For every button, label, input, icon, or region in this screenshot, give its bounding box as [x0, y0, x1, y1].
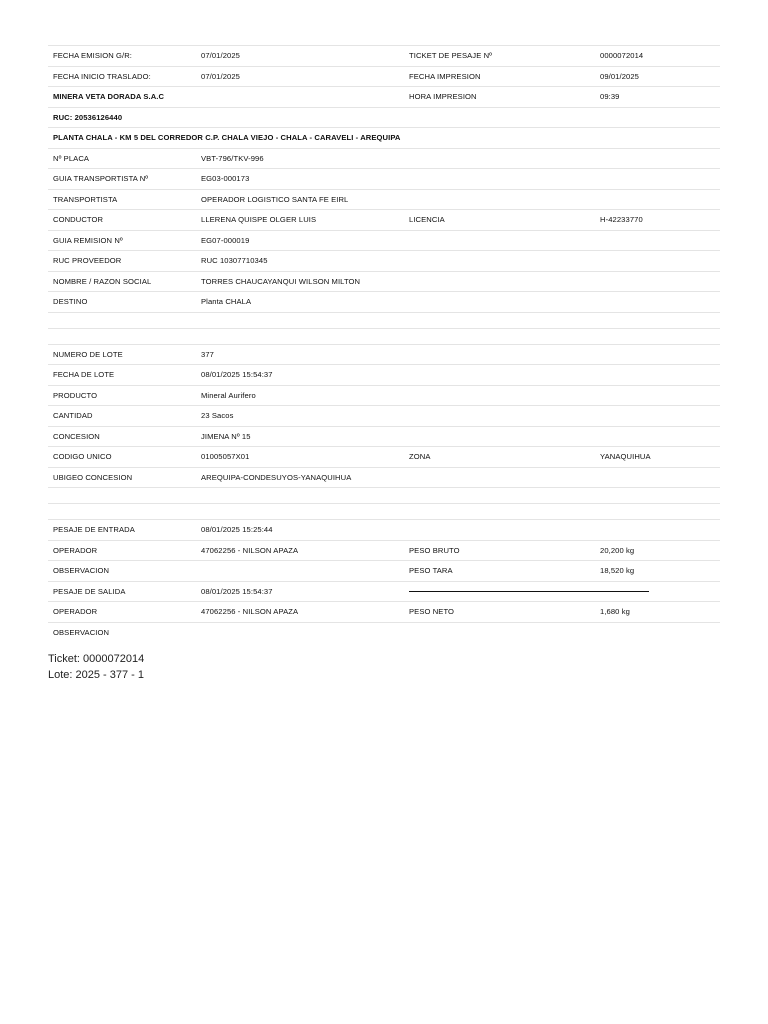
value: 08/01/2025 15:54:37	[201, 370, 273, 380]
value: YANAQUIHUA	[600, 452, 651, 462]
value: 08/01/2025 15:54:37	[201, 586, 273, 596]
label: NOMBRE / RAZON SOCIAL	[53, 276, 152, 286]
company-ruc: RUC: 20536126440	[53, 112, 123, 122]
label: OPERADOR	[53, 607, 98, 617]
subtotal-rule-cell	[409, 587, 600, 596]
company-name: MINERA VETA DORADA S.A.C	[53, 92, 165, 102]
row-producto	[48, 386, 720, 407]
row-observacion-salida	[48, 623, 720, 643]
label: GUIA TRANSPORTISTA Nº	[53, 174, 149, 184]
value: Mineral Aurifero	[201, 390, 256, 400]
row-pesaje-salida	[48, 582, 720, 603]
label: NUMERO DE LOTE	[53, 349, 123, 359]
ticket-sheet	[48, 45, 720, 642]
section-spacer	[48, 313, 720, 329]
plant-address: PLANTA CHALA - KM 5 DEL CORREDOR C.P. CHALA VIEJO - CHALA - CARAVELI - AREQUIPA	[53, 133, 401, 143]
value: 23 Sacos	[201, 411, 234, 421]
value: 09:39	[600, 92, 620, 102]
label: CODIGO UNICO	[53, 452, 112, 462]
value: JIMENA Nº 15	[201, 431, 251, 441]
value: OPERADOR LOGISTICO SANTA FE EIRL	[201, 194, 349, 204]
label: DESTINO	[53, 297, 88, 307]
footer-lote: Lote: 2025 - 377 - 1	[48, 669, 145, 681]
row-operador-entrada	[48, 541, 720, 562]
value: Planta CHALA	[201, 297, 252, 307]
value: 0000072014	[600, 51, 644, 61]
label: OBSERVACION	[53, 627, 110, 637]
label: FECHA DE LOTE	[53, 370, 115, 380]
label: PESO TARA	[409, 566, 453, 576]
row-transportista	[48, 190, 720, 211]
section-spacer	[48, 504, 720, 520]
label: UBIGEO CONCESION	[53, 472, 133, 482]
header-row-company	[48, 87, 720, 108]
value: AREQUIPA-CONDESUYOS-YANAQUIHUA	[201, 472, 352, 482]
label: CANTIDAD	[53, 411, 93, 421]
section-spacer	[48, 329, 720, 345]
row-razon-social	[48, 272, 720, 293]
label: CONCESION	[53, 431, 100, 441]
row-observacion-entrada	[48, 561, 720, 582]
subtotal-rule	[409, 591, 649, 592]
label: FECHA IMPRESION	[409, 71, 481, 81]
row-conductor	[48, 210, 720, 231]
value: 47062256 - NILSON APAZA	[201, 607, 299, 617]
value: 47062256 - NILSON APAZA	[201, 545, 299, 555]
value: 08/01/2025 15:25:44	[201, 525, 273, 535]
label: ZONA	[409, 452, 431, 462]
row-destino	[48, 292, 720, 313]
label: GUIA REMISION Nº	[53, 235, 123, 245]
value: EG03-000173	[201, 174, 250, 184]
footer-ticket: Ticket: 0000072014	[48, 653, 145, 665]
row-cantidad	[48, 406, 720, 427]
value: 07/01/2025	[201, 71, 241, 81]
label: FECHA INICIO TRASLADO:	[53, 71, 151, 81]
row-placa	[48, 149, 720, 170]
ruc-row	[48, 108, 720, 129]
label: PESAJE DE ENTRADA	[53, 525, 135, 535]
value: H-42233770	[600, 215, 643, 225]
label: RUC PROVEEDOR	[53, 256, 122, 266]
label: TRANSPORTISTA	[53, 194, 118, 204]
value: 1,680 kg	[600, 607, 630, 617]
row-concesion	[48, 427, 720, 448]
row-fecha-lote	[48, 365, 720, 386]
row-numero-lote	[48, 345, 720, 366]
header-row-transfer	[48, 67, 720, 88]
label: PRODUCTO	[53, 390, 98, 400]
plant-row	[48, 128, 720, 149]
section-spacer	[48, 488, 720, 504]
value: 01005057X01	[201, 452, 250, 462]
value: 18,520 kg	[600, 566, 635, 576]
label: Nº PLACA	[53, 153, 90, 163]
value: TORRES CHAUCAYANQUI WILSON MILTON	[201, 276, 361, 286]
value: 07/01/2025	[201, 51, 241, 61]
ticket-footer	[48, 651, 144, 683]
label: PESO NETO	[409, 607, 455, 617]
label: PESAJE DE SALIDA	[53, 586, 126, 596]
value: 20,200 kg	[600, 545, 635, 555]
row-ruc-proveedor	[48, 251, 720, 272]
row-pesaje-entrada	[48, 520, 720, 541]
row-codigo-unico	[48, 447, 720, 468]
label: FECHA EMISION G/R:	[53, 51, 133, 61]
label: HORA IMPRESION	[409, 92, 477, 102]
label: OPERADOR	[53, 545, 98, 555]
value: 377	[201, 349, 214, 359]
row-operador-salida	[48, 602, 720, 623]
row-guia-transportista	[48, 169, 720, 190]
value: EG07-000019	[201, 235, 250, 245]
value: RUC 10307710345	[201, 256, 268, 266]
value: VBT-796/TKV-996	[201, 153, 264, 163]
label: OBSERVACION	[53, 566, 110, 576]
label: CONDUCTOR	[53, 215, 104, 225]
row-ubigeo	[48, 468, 720, 489]
value: 09/01/2025	[600, 71, 640, 81]
label: PESO BRUTO	[409, 545, 460, 555]
header-row-emission	[48, 45, 720, 67]
label: TICKET DE PESAJE Nº	[409, 51, 493, 61]
label: LICENCIA	[409, 215, 445, 225]
row-guia-remision	[48, 231, 720, 252]
value: LLERENA QUISPE OLGER LUIS	[201, 215, 317, 225]
